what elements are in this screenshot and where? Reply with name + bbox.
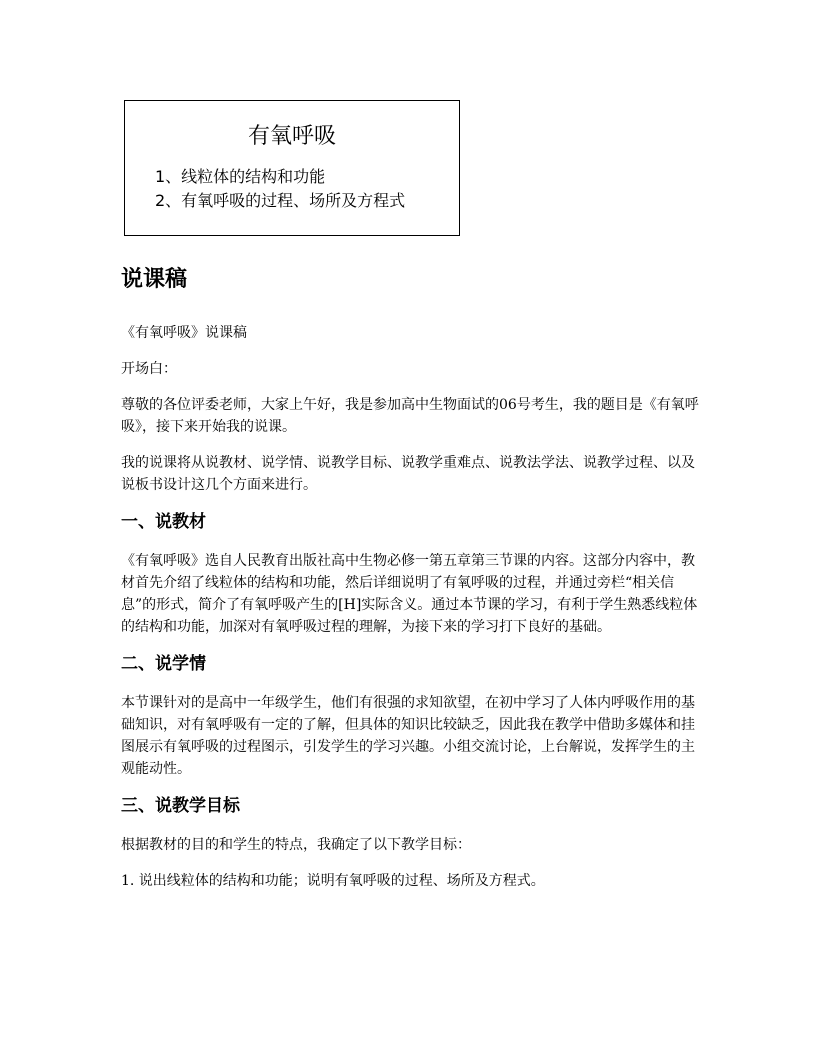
board-outline-item: 1、线粒体的结构和功能	[155, 167, 326, 186]
opening-label: 开场白：	[121, 361, 177, 377]
section-heading-students: 二、说学情	[121, 654, 206, 674]
board-outline-item: 2、有氧呼吸的过程、场所及方程式	[155, 191, 406, 210]
section-heading-objectives: 三、说教学目标	[121, 796, 240, 816]
document-subtitle: 《有氧呼吸》说课稿	[121, 325, 247, 341]
document-body	[121, 262, 701, 906]
section-heading-textbook: 一、说教材	[121, 512, 206, 532]
board-title: 有氧呼吸	[247, 124, 336, 149]
opening-paragraph: 尊敬的各位评委老师，大家上午好，我是参加高中生物面试的06号考生，我的题目是《有氧呼吸》，接下来开始我的说课。	[121, 397, 699, 435]
board-outline-list	[155, 165, 405, 213]
section-body-students: 本节课针对的是高中一年级学生，他们有很强的求知欲望，在初中学习了人体内呼吸作用的基础知识，对有氧呼吸有一定的了解，但具体的知识比较缺乏，因此我在教学中借助多媒体和挂图展示有氧呼吸的过程图示，引发学生的学习兴趣。小组交流讨论，上台解说，发挥学生的主观能动性。	[121, 695, 695, 777]
section-body-textbook: 《有氧呼吸》选自人民教育出版社高中生物必修一第五章第三节课的内容。这部分内容中，教材首先介绍了线粒体的结构和功能，然后详细说明了有氧呼吸的过程，并通过旁栏“相关信息”的形式，简介了有氧呼吸产生的[H]实际含义。通过本节课的学习，有利于学生熟悉线粒体的结构和功能，加深对有氧呼吸过程的理解，为接下来的学习打下良好的基础。	[121, 553, 698, 635]
blackboard-design-box	[124, 100, 460, 236]
document-title: 说课稿	[121, 267, 188, 292]
objective-item: 1. 说出线粒体的结构和功能；说明有氧呼吸的过程、场所及方程式。	[121, 873, 545, 889]
section-body-objectives: 根据教材的目的和学生的特点，我确定了以下教学目标：	[121, 837, 471, 853]
outline-paragraph: 我的说课将从说教材、说学情、说教学目标、说教学重难点、说教法学法、说教学过程、以及说板书设计这几个方面来进行。	[121, 455, 695, 493]
